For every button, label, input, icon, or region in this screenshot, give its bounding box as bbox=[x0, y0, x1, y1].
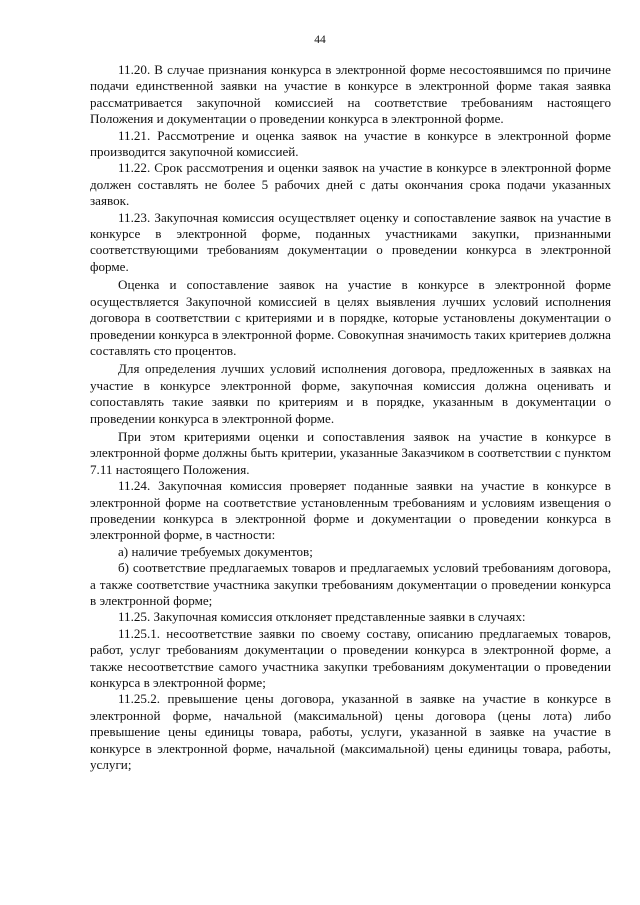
paragraph-11-24: 11.24. Закупочная комиссия проверяет поданные заявки на участие в конкурсе в электронной форме на соответствие установленным требованиям и условиям извещения о проведении конкурса в электронной форме и документации о проведении конкурса в электронной форме, в частности: bbox=[90, 478, 611, 543]
paragraph-11-25-2: 11.25.2. превышение цены договора, указанной в заявке на участие в конкурсе в электронной форме, начальной (максимальной) цены договора (цены лота) либо превышение цены единицы товара, работы, услуги, указанной в заявке на участие в конкурсе в электронной форме, начальной (максимальной) цены единицы товара, работы, услуги; bbox=[90, 691, 611, 773]
paragraph-evaluation: Оценка и сопоставление заявок на участие в конкурсе в электронной форме осуществляется Закупочной комиссией в целях выявления лучших условий исполнения договора в соответствии с критериями и в порядке, которые установлены документации о проведении конкурса в электронной форме. Совокупная значимость таких критериев должна составлять сто процентов. bbox=[90, 277, 611, 358]
paragraph-11-20: 11.20. В случае признания конкурса в электронной форме несостоявшимся по причине подачи единственной заявки на участие в конкурсе в электронной форме такая заявка рассматривается закупочной комиссией на соответствие требованиям настоящего Положения и документации о проведении конкурса в электронной форме. bbox=[90, 62, 611, 127]
page-number: 44 bbox=[314, 34, 326, 46]
paragraph-11-21: 11.21. Рассмотрение и оценка заявок на участие в конкурсе в электронной форме производится закупочной комиссией. bbox=[90, 127, 611, 160]
paragraph-11-23: 11.23. Закупочная комиссия осуществляет оценку и сопоставление заявок на участие в конкурсе в электронной форме, поданных участниками закупки, признанными соответствующими требованиям документации о проведении конкурса в электронной форме. bbox=[90, 209, 611, 274]
paragraph-11-25: 11.25. Закупочная комиссия отклоняет представленные заявки в случаях: bbox=[118, 609, 526, 625]
paragraph-criteria: При этом критериями оценки и сопоставления заявок на участие в конкурсе в электронной форме должны быть критерии, указанные Заказчиком в соответствии с пунктом 7.11 настоящего Положения. bbox=[90, 428, 611, 477]
paragraph-11-25-1: 11.25.1. несоответствие заявки по своему составу, описанию предлагаемых товаров, работ, услуг требованиям документации о проведении конкурса в электронной форме, а также несоответствие самого участника закупки требованиям документации о проведении конкурса в электронной форме; bbox=[90, 625, 611, 691]
paragraph-best-conditions: Для определения лучших условий исполнения договора, предложенных в заявках на участие в конкурсе электронной форме, закупочная комиссия должна оценивать и сопоставлять такие заявки по критериям и в порядке, указанным в документации о проведении конкурса в электронной форме. bbox=[90, 361, 611, 426]
list-item-b: б) соответствие предлагаемых товаров и предлагаемых условий требованиям договора, а также соответствие участника закупки требованиям документации о проведении конкурса в электронной форме; bbox=[90, 560, 611, 608]
document-body bbox=[90, 62, 611, 773]
list-item-a: а) наличие требуемых документов; bbox=[118, 543, 313, 559]
paragraph-11-22: 11.22. Срок рассмотрения и оценки заявок на участие в конкурсе в электронной форме должен составлять не более 5 рабочих дней с даты окончания срока подачи указанных заявок. bbox=[90, 160, 611, 209]
